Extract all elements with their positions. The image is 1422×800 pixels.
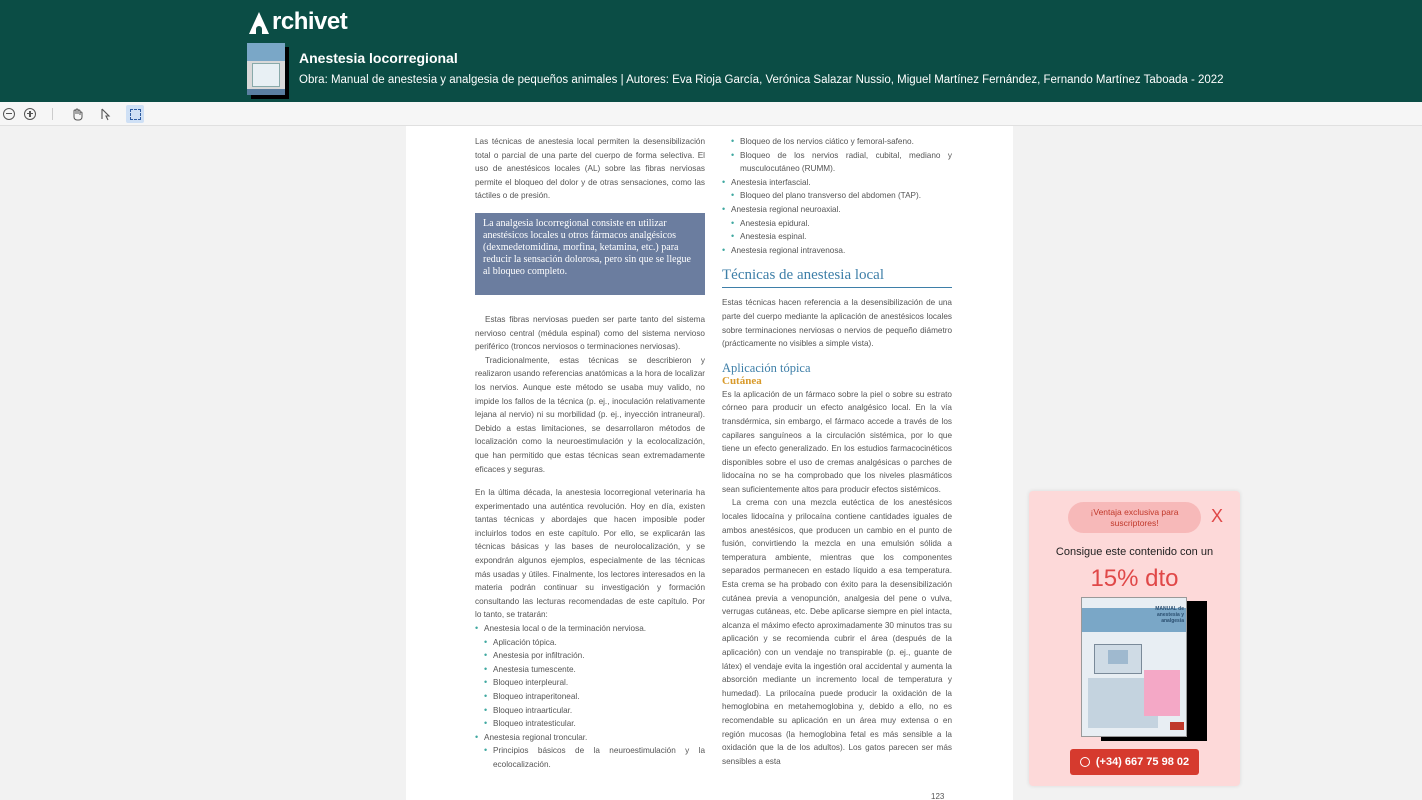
subsubsection-heading: Cutánea: [722, 374, 762, 387]
work-subtitle: Obra: Manual de anestesia y analgesia de pequeños animales | Autores: Eva Rioja García, Verónica Salazar Nussio, Miguel Martínez Fernández, Fernando Martínez Taboada - 2022: [299, 74, 1224, 86]
phone-number: (+34) 667 75 98 02: [1095, 756, 1190, 768]
whatsapp-icon: [1080, 757, 1090, 767]
bullet-icon: •: [484, 636, 488, 647]
list-item: • Anestesia local o de la terminación nerviosa.: [475, 622, 705, 636]
paragraph: La crema con una mezcla eutéctica de los anestésicos locales lidocaína y prilocaína contiene cantidades iguales de ambos anestésicos, que producen un cambio en el punto de fusión, convirtiendo la mezcla en una emulsión sólida a temperatura ambiente, mientras que los componentes separados permanecen en estado líquido a esa temperatura. Esta crema se ha probado con éxito para la desensibilización cutánea previa a venopunción, analgesia del pene o vulva, verrugas cutáneas, etc. Debe aplicarse siempre en piel intacta, alcanza el máximo efecto aproximadamente 30 minutos tras su aplicación y se recomienda cubrir el área (después de la aplicación) con un vendaje no transpirable (p. ej., guante de látex) el vendaje evita la ingestión oral accidental y aumenta la absorción mediante un incremento local de temperatura y humedad). La prilocaína puede producir la oxidación de la hemoglobina en metahemoglobina y, debido a ello, no es recomendable su aplicación en un área muy extensa o en región mucosas (la hemoglobina fetal es más sensible a la oxidación que la de los adultos). Los gatos parecen ser más sensibles a esta: [722, 498, 952, 766]
list-item: • Anestesia tumescente.: [475, 663, 705, 677]
paragraph: En la última década, la anestesia locorregional veterinaria ha experimentado una auténtica revolución. Hoy en día, existen tantas técnicas y abordajes que hacen imposible poder incluirlos todos en este capítulo. Por ello, se explicarán las técnicas básicas y las bases de neurolocalización, y se expondrán algunos ejemplos, especialmente de las técnicas más usadas y útiles. Finalmente, los lectores interesados en la materia podrán continuar su investigación y formación consultando las lecturas recomendadas de este capítulo. Por lo tanto, se tratarán:: [475, 488, 705, 620]
list-item: • Anestesia por infiltración.: [475, 649, 705, 663]
bullet-icon: •: [484, 718, 488, 729]
list-item: • Anestesia interfascial.: [722, 176, 952, 190]
technique-list: [475, 622, 705, 772]
bullet-icon: •: [731, 231, 735, 242]
archivet-logo[interactable]: [247, 8, 347, 36]
intro-paragraph: Las técnicas de anestesia local permiten la desensibilización total o parcial de una parte del cuerpo de forma selectiva. El uso de anestésicos locales (AL) sobre las fibras nerviosas permite el bloqueo del dolor y de otras sensaciones, como las táctiles o de presión.: [475, 137, 705, 201]
archivet-logo-icon: [247, 10, 271, 34]
bullet-icon: •: [731, 149, 735, 160]
list-item: • Bloqueo de los nervios radial, cubital, mediano y musculocutáneo (RUMM).: [731, 149, 952, 174]
list-item: • Bloqueo intraarticular.: [475, 704, 705, 718]
bullet-icon: •: [731, 217, 735, 228]
text-select-icon: [100, 108, 113, 121]
paragraph: Es la aplicación de un fármaco sobre la piel o sobre su estrato córneo para producir un efecto analgésico local. En la vía transdérmica, sin embargo, el fármaco accede a través de los capilares sanguíneos a la circulación sistémica, por lo que tiene un efecto generalizado. En los estudios farmacocinéticos disponibles sobre el uso de cremas analgésicas o parches de lidocaína no se ha comprobado que los niveles plasmáticos sean suficientemente altos para producir efectos sistémicos.: [722, 389, 952, 494]
list-item: • Principios básicos de la neuroestimulación y la ecolocalización.: [484, 745, 705, 769]
bullet-icon: •: [722, 203, 726, 214]
bullet-icon: •: [484, 691, 488, 701]
exclusive-badge: ¡Ventaja exclusiva para suscriptores!: [1068, 502, 1201, 533]
list-item: • Anestesia regional intravenosa.: [722, 244, 952, 258]
area-select-button[interactable]: [126, 105, 144, 123]
bullet-icon: •: [475, 623, 479, 634]
bullet-icon: •: [484, 745, 488, 756]
hand-tool-icon: [71, 108, 84, 121]
bullet-icon: •: [722, 244, 726, 255]
text-select-button[interactable]: [97, 105, 115, 123]
bullet-icon: •: [484, 663, 488, 674]
list-item: • Aplicación tópica.: [475, 636, 705, 650]
zoom-out-icon: [3, 108, 15, 120]
zoom-in-icon: [24, 108, 36, 120]
section-rule: [722, 287, 952, 288]
bullet-icon: •: [722, 176, 726, 187]
list-item: • Bloqueo interpleural.: [475, 676, 705, 690]
list-item: • Bloqueo de los nervios ciático y femoral-safeno.: [722, 135, 952, 149]
technique-list-continued: [722, 135, 952, 257]
bullet-icon: •: [484, 704, 488, 715]
hand-tool-button[interactable]: [68, 105, 86, 123]
book-cover-image[interactable]: [1081, 597, 1187, 737]
discount-label: 15% dto: [1090, 565, 1179, 592]
list-item: • Anestesia epidural.: [722, 217, 952, 231]
section-heading: Técnicas de anestesia local: [722, 267, 884, 284]
zoom-in-button[interactable]: [21, 105, 39, 123]
bullet-icon: •: [484, 677, 488, 688]
paragraph: Tradicionalmente, estas técnicas se describieron y realizaron usando referencias anatómicas a la hora de localizar los nervios. Aunque este método se usaba muy valido, no impide los fallos de la técnica (p. ej., inoculación relativamente lejana al nervio) ni su morbilidad (p. ej., inyección intraneural). Debido a estas limitaciones, se desarrollaron métodos de localización como la neuroestimulación y la ecolocalización, que han permitido que estas técnicas sean extremadamente eficaces y seguras.: [475, 355, 705, 474]
document-page: [406, 126, 1013, 800]
area-select-icon: [130, 109, 141, 120]
bullet-icon: •: [484, 650, 488, 661]
chapter-title: Anestesia locorregional: [299, 50, 458, 66]
zoom-out-button[interactable]: [0, 105, 18, 123]
book-cover-title: MANUAL de anestesia y analgesia: [1155, 606, 1184, 624]
bullet-icon: •: [731, 136, 735, 146]
left-column: [475, 135, 705, 772]
bullet-icon: •: [731, 190, 735, 201]
paragraph: Estas técnicas hacen referencia a la desensibilización de una parte del cuerpo mediante la aplicación de anestésicos locales sobre terminaciones nerviosas o nervios de pequeño diámetro (prácticamente no visibles a simple vista).: [722, 298, 952, 349]
callout-box: La analgesia locorregional consiste en utilizar anestésicos locales u otros fármacos analgésicos (dexmedetomidina, morfina, ketamina, etc.) para reducir la sensación dolorosa, pero sin que se llegue al bloqueo completo.: [475, 213, 705, 295]
whatsapp-phone-button[interactable]: [1070, 749, 1199, 775]
app-header: [0, 0, 1422, 102]
list-item: • Anestesia espinal.: [722, 230, 952, 244]
viewer-toolbar: [0, 102, 1422, 126]
list-item: • Bloqueo intratesticular.: [475, 717, 705, 731]
book-cover-thumbnail: [247, 43, 285, 95]
subsection-heading: Aplicación tópica: [722, 360, 811, 375]
promo-text: Consigue este contenido con un: [1055, 546, 1214, 558]
logo-text: rchivet: [272, 8, 348, 35]
list-item: • Anestesia regional neuroaxial.: [722, 203, 952, 217]
close-button[interactable]: X: [1211, 506, 1224, 526]
list-item: • Bloqueo intraperitoneal.: [475, 690, 705, 704]
list-item: • Anestesia regional troncular.: [475, 731, 705, 745]
toolbar-divider: [52, 108, 53, 120]
page-number: 123: [931, 792, 945, 800]
right-column: [722, 135, 952, 768]
list-item: • Bloqueo del plano transverso del abdomen (TAP).: [722, 189, 952, 203]
subscriber-promo-popup: [1029, 491, 1240, 786]
paragraph: Estas fibras nerviosas pueden ser parte tanto del sistema nervioso central (médula espinal) como del sistema nervioso periférico (troncos nerviosos o terminaciones nerviosas).: [475, 314, 705, 352]
bullet-icon: •: [475, 731, 479, 742]
